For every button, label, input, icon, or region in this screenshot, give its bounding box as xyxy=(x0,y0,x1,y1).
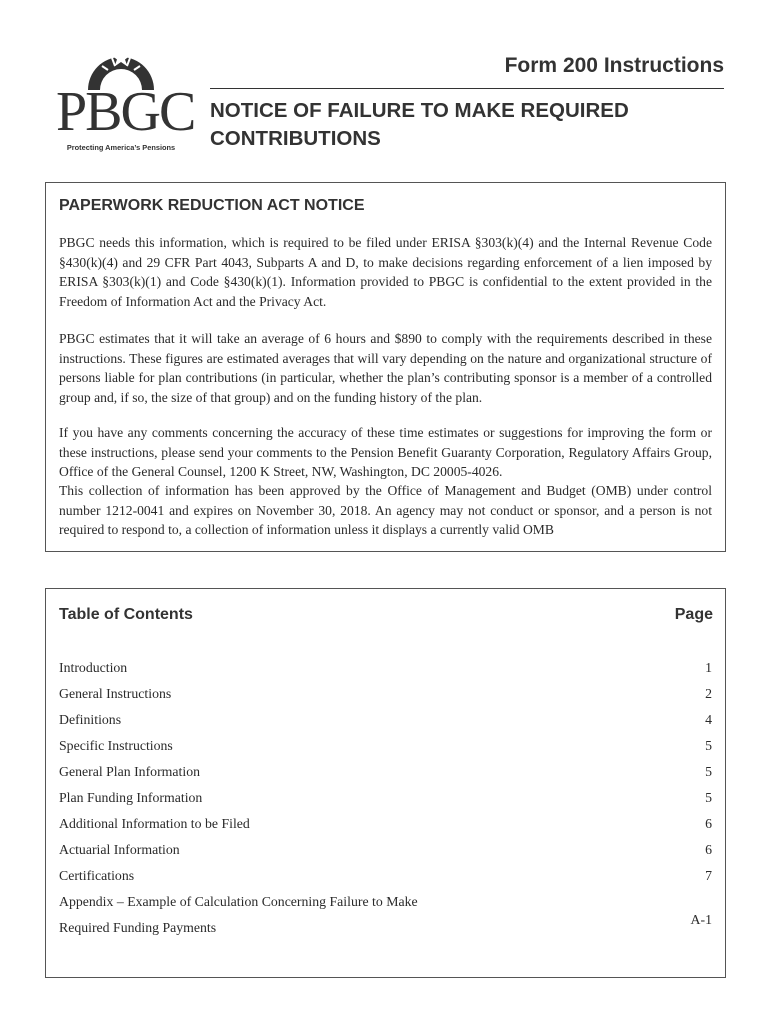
toc-entry-label: General Plan Information xyxy=(59,764,200,779)
paperwork-paragraph: PBGC needs this information, which is required to be filed under ERISA §303(k)(4) and the Internal Revenue Code §430(k)(4) and 29 CFR Part 4043, Subparts A and D, to make decisions regarding enforcement of a lien imposed by ERISA §303(k)(1) and Code §430(k)(1). Information provided to PBGC is confidential to the extent provided in the Freedom of Information Act and the Privacy Act. xyxy=(59,235,712,309)
toc-entry-label-line1: Appendix – Example of Calculation Concerning Failure to Make xyxy=(59,894,418,909)
toc-entry-label: Additional Information to be Filed xyxy=(59,816,250,831)
toc-heading: Table of Contents xyxy=(59,606,193,623)
logo-wordmark: PBGC xyxy=(56,81,195,143)
toc-entry xyxy=(59,789,712,815)
toc-entry-label-line2: Required Funding Payments xyxy=(59,920,217,935)
toc-entry xyxy=(59,841,712,867)
toc-entry xyxy=(59,893,712,943)
paperwork-heading: PAPERWORK REDUCTION ACT NOTICE xyxy=(59,197,365,214)
toc-entry-label: Plan Funding Information xyxy=(59,790,203,805)
toc-entry-label: Actuarial Information xyxy=(59,842,180,857)
toc-entry-page: 6 xyxy=(705,842,712,857)
notice-title: NOTICE OF FAILURE TO MAKE REQUIRED CONTRIBUTIONS xyxy=(210,99,629,150)
toc-entry-label: Certifications xyxy=(59,868,135,883)
table-of-contents-box xyxy=(45,588,726,978)
toc-entry xyxy=(59,711,712,737)
toc-entry xyxy=(59,763,712,789)
toc-list xyxy=(59,659,712,943)
toc-entry-page: 5 xyxy=(705,738,712,753)
toc-entry-page: 4 xyxy=(705,712,712,727)
toc-entry xyxy=(59,815,712,841)
form-title: Form 200 Instructions xyxy=(504,54,724,77)
toc-entry-label: Definitions xyxy=(59,712,122,727)
paperwork-paragraph: This collection of information has been approved by the Office of Management and Budget (OMB) under control number 1212-0041 and expires on November 30, 2018. An agency may not conduct or sponsor, and a person is not required to respond to, a collection of information unless it displays a currently valid OMB xyxy=(59,483,712,537)
toc-page-heading: Page xyxy=(674,606,713,623)
toc-entry-page: 5 xyxy=(705,790,712,805)
toc-entry-page: 6 xyxy=(705,816,712,831)
toc-entry-page: 1 xyxy=(705,660,712,675)
toc-entry xyxy=(59,685,712,711)
paperwork-paragraph: PBGC estimates that it will take an average of 6 hours and $890 to comply with the requirements described in these instructions. These figures are estimated averages that will vary depending on the nature and organizational structure of persons liable for plan contributions (in particular, whether the plan’s contributing sponsor is a member of a controlled group and, if so, the size of that group) and on the funding history of the plan. xyxy=(59,331,712,405)
toc-entry-page: 2 xyxy=(705,686,712,701)
toc-entry-label: Specific Instructions xyxy=(59,738,173,753)
logo-tagline: Protecting America’s Pensions xyxy=(66,143,176,152)
toc-entry-page: 7 xyxy=(705,868,712,883)
pbgc-logo xyxy=(56,44,195,154)
paperwork-reduction-notice-box xyxy=(45,182,726,552)
toc-entry-label: Introduction xyxy=(59,660,128,675)
toc-entry xyxy=(59,867,712,893)
paperwork-paragraph: If you have any comments concerning the accuracy of these time estimates or suggestions for improving the form or these instructions, please send your comments to the Pension Benefit Guaranty Corporation, Regulatory Affairs Group, Office of the General Counsel, 1200 K Street, NW, Washington, DC 20005-4026. xyxy=(59,425,712,479)
toc-entry-label xyxy=(59,893,619,943)
toc-entry xyxy=(59,659,712,685)
header-divider xyxy=(210,88,724,89)
toc-entry-page: 5 xyxy=(705,764,712,779)
toc-entry xyxy=(59,737,712,763)
toc-entry-page: A-1 xyxy=(690,912,712,927)
toc-entry-label: General Instructions xyxy=(59,686,172,701)
